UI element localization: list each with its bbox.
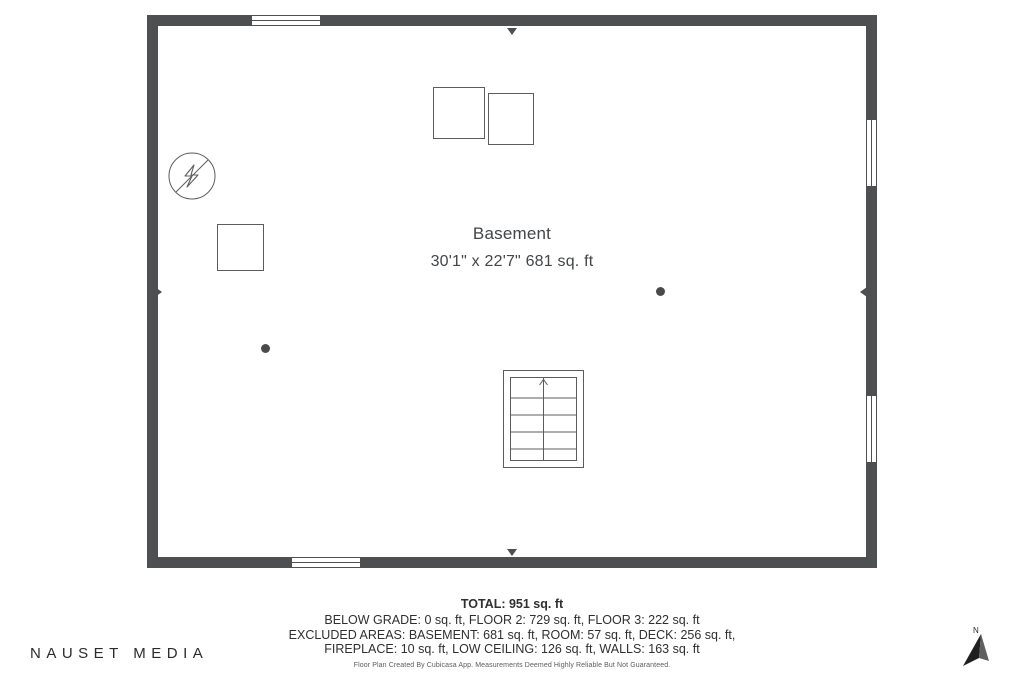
utility-square-left	[217, 224, 264, 271]
utility-square-mid-b	[488, 93, 534, 145]
support-column-left	[261, 344, 270, 353]
window-right-lower	[866, 395, 877, 463]
utility-square-mid-a	[433, 87, 485, 139]
brand-wordmark: NAUSET MEDIA	[30, 645, 209, 662]
excluded-areas-line: EXCLUDED AREAS: BASEMENT: 681 sq. ft, ROOM: 57 sq. ft, DECK: 256 sq. ft,	[288, 627, 736, 642]
dimension-arrow-top-icon	[507, 28, 517, 35]
window-top	[251, 15, 321, 26]
lightning-bolt-icon	[168, 152, 216, 200]
window-right-upper	[866, 119, 877, 187]
window-pane	[252, 20, 320, 21]
dimension-arrow-left-icon	[155, 287, 162, 297]
window-pane	[871, 396, 872, 462]
north-label: N	[973, 626, 979, 635]
disclaimer-text: Floor Plan Created By Cubicasa App. Measurements Deemed Highly Reliable But Not Guaranteed.	[353, 661, 671, 669]
window-pane	[292, 562, 360, 563]
dimension-arrow-bottom-icon	[507, 549, 517, 556]
room-name: Basement	[472, 224, 552, 243]
fireplace-line: FIREPLACE: 10 sq. ft, LOW CEILING: 126 sq. ft, WALLS: 163 sq. ft	[324, 642, 700, 656]
window-pane	[871, 120, 872, 186]
north-arrow	[955, 628, 999, 672]
dimension-arrow-right-icon	[860, 287, 867, 297]
window-bottom	[291, 557, 361, 568]
below-grade-line: BELOW GRADE: 0 sq. ft, FLOOR 2: 729 sq. ft, FLOOR 3: 222 sq. ft	[324, 613, 700, 627]
total-area: TOTAL: 951 sq. ft	[460, 597, 564, 611]
support-column-right	[656, 287, 665, 296]
floor-plan-drawing	[147, 15, 877, 568]
stairs	[503, 370, 584, 468]
room-dimensions: 30'1" x 22'7" 681 sq. ft	[430, 252, 594, 270]
